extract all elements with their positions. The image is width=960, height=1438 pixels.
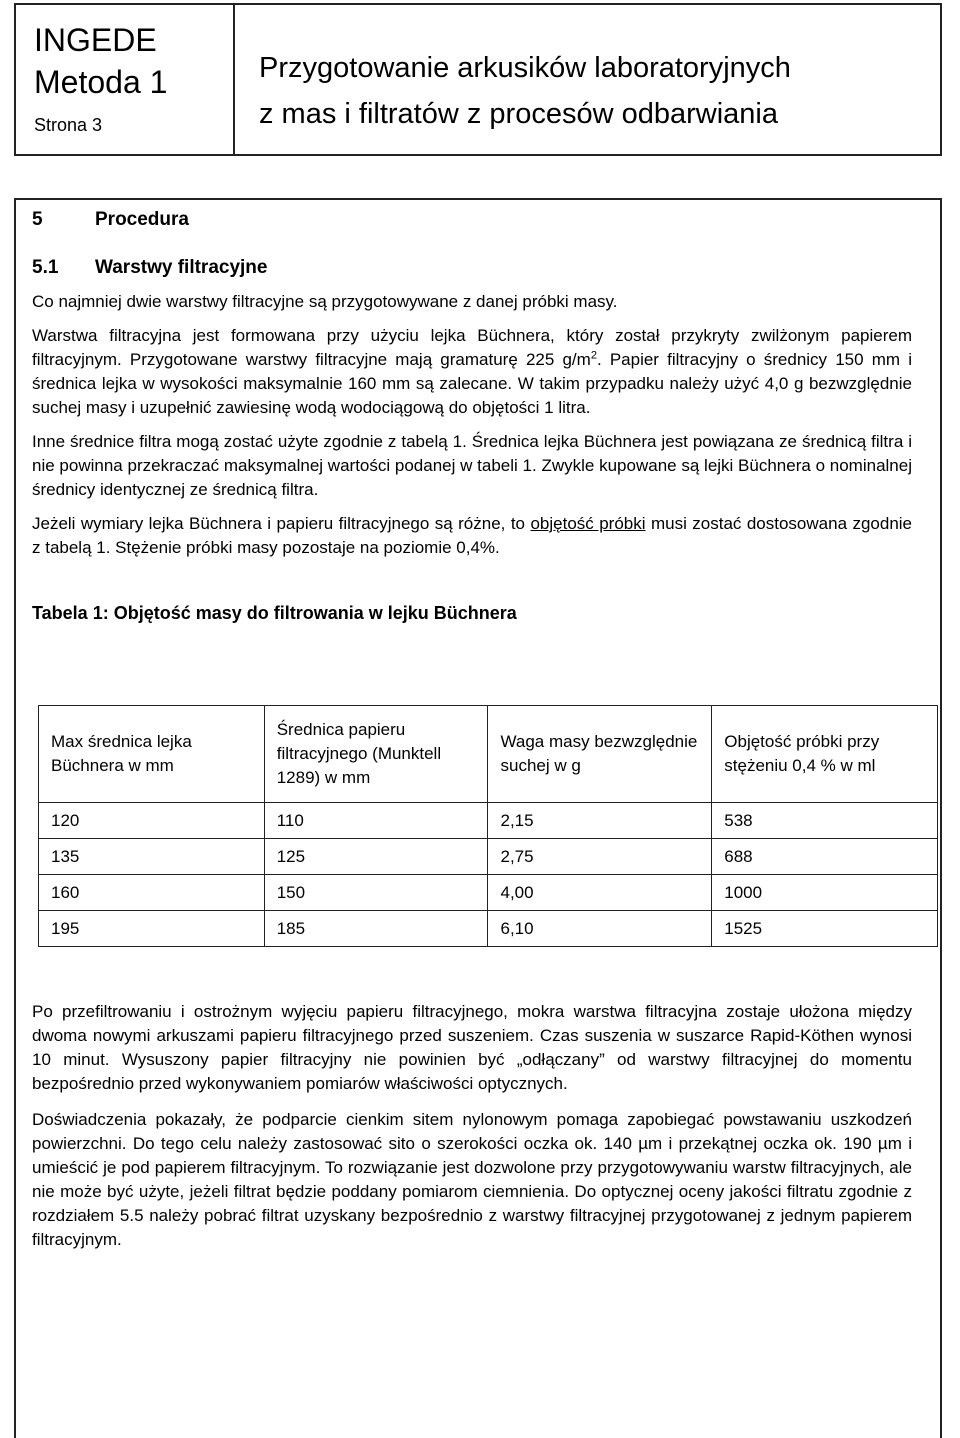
header-left-cell: [16, 5, 235, 154]
section-5-1-heading: [32, 256, 912, 280]
paragraph-2-part1: Warstwa filtracyjna jest formowana przy użyciu lejka Büchnera, który został przykryty zwilżonym papierem filtracyjnym. Przygotowane warstwy filtracyjne mają gramaturę 225 g/m: [32, 326, 912, 369]
table-cell: 135: [39, 839, 265, 875]
paragraph-1: Co najmniej dwie warstwy filtracyjne są przygotowywane z danej próbki masy.: [32, 292, 618, 311]
header-title-line2: z mas i filtratów z procesów odbarwiania: [259, 98, 778, 130]
table-cell: 688: [712, 839, 938, 875]
paragraph-4-part2: musi zostać dostosowana zgodnie z tabelą 1. Stężenie próbki masy pozostaje na poziomie 0,4%.: [32, 514, 913, 557]
paragraph-5: Po przefiltrowaniu i ostrożnym wyjęciu papieru filtracyjnego, mokra warstwa filtracyjna zostaje ułożona między dwoma nowymi arkuszami papieru filtracyjnego przed suszeniem. Czas suszenia w suszarce Rapid-Köthen wynosi 10 minut. Wysuszony papier filtracyjny nie powinien być „odłączany” od warstwy filtracyjnej do momentu bezpośrednio przed wykonywaniem pomiarów właściwości optycznych.: [32, 1002, 912, 1093]
document-body: [32, 198, 912, 625]
table-cell: 2,15: [488, 803, 712, 839]
table-cell: 1525: [712, 911, 938, 947]
table-cell: 2,75: [488, 839, 712, 875]
paragraph-2-part2: . Papier filtracyjny o średnicy 150 mm i średnica lejka w wysokości maksymalnie 160 mm są zalecane. W takim przypadku należy użyć 4,0 g bezwzględnie suchej masy i uzupełnić zawiesinę wodą wodociągową do objętości 1 litra.: [32, 350, 912, 417]
table-cell: 195: [39, 911, 265, 947]
table-header-cell: Max średnica lejka Büchnera w mm: [39, 706, 265, 803]
paragraph-3: Inne średnice filtra mogą zostać użyte zgodnie z tabelą 1. Średnica lejka Büchnera jest powiązana ze średnicą filtra i nie powinna przekraczać maksymalnej wartości podanej w tabeli 1. Zwykle kupowane są lejki Büchnera o nominalnej średnicy identycznej ze średnicą filtra.: [32, 432, 912, 499]
section-5-heading: [32, 208, 912, 232]
page-header: [14, 3, 942, 156]
table-header-row: [39, 706, 938, 803]
header-title-cell: [235, 5, 940, 154]
table-row: [39, 803, 938, 839]
underlined-term: objętość próbki: [530, 514, 646, 533]
section-title: Procedura: [95, 209, 189, 230]
table-cell: 538: [712, 803, 938, 839]
superscript: 2: [590, 349, 597, 362]
section-title: Warstwy filtracyjne: [95, 257, 268, 278]
table-row: [39, 875, 938, 911]
table-cell: 4,00: [488, 875, 712, 911]
table-row: [39, 911, 938, 947]
paragraph-4: [32, 512, 912, 560]
paragraph-2: [32, 324, 912, 420]
table-cell: 150: [264, 875, 488, 911]
table-cell: 6,10: [488, 911, 712, 947]
table-cell: 185: [264, 911, 488, 947]
header-method: Metoda 1: [34, 64, 168, 100]
table-cell: 1000: [712, 875, 938, 911]
paragraph-4-part1: Jeżeli wymiary lejka Büchnera i papieru filtracyjnego są różne, to: [32, 514, 531, 533]
table-cell: 120: [39, 803, 265, 839]
table-cell: 160: [39, 875, 265, 911]
volume-table: [38, 705, 938, 947]
table-cell: 125: [264, 839, 488, 875]
header-title-line1: Przygotowanie arkusików laboratoryjnych: [259, 52, 791, 84]
table-row: [39, 839, 938, 875]
table-header-cell: Objętość próbki przy stężeniu 0,4 % w ml: [712, 706, 938, 803]
paragraph-6: Doświadczenia pokazały, że podparcie cienkim sitem nylonowym pomaga zapobiegać powstawaniu uszkodzeń powierzchni. Do tego celu należy zastosować sito o szerokości oczka ok. 140 µm i przekątnej oczka ok. 190 µm i umieścić je pod papierem filtracyjnym. To rozwiązanie jest dozwolone przy przygotowywaniu warstw filtracyjnych, ale nie może być użyte, jeżeli filtrat będzie poddany pomiarom ciemnienia. Do optycznej oceny jakości filtratu zgodnie z rozdziałem 5.5 należy pobrać filtrat uzyskany bezpośrednio z warstwy filtracyjnej przygotowanej z jednym papierem filtracyjnym.: [32, 1110, 912, 1249]
table-caption: Tabela 1: Objętość masy do filtrowania w lejku Büchnera: [32, 603, 517, 623]
table-header-cell: Waga masy bezwzględnie suchej w g: [488, 706, 712, 803]
document-body-lower: [32, 1000, 912, 1252]
table-cell: 110: [264, 803, 488, 839]
section-number: 5: [32, 209, 43, 230]
section-number: 5.1: [32, 257, 59, 278]
header-org: INGEDE: [34, 22, 157, 58]
header-page-number: Strona 3: [34, 115, 103, 135]
table-header-cell: Średnica papieru filtracyjnego (Munktell 1289) w mm: [264, 706, 488, 803]
